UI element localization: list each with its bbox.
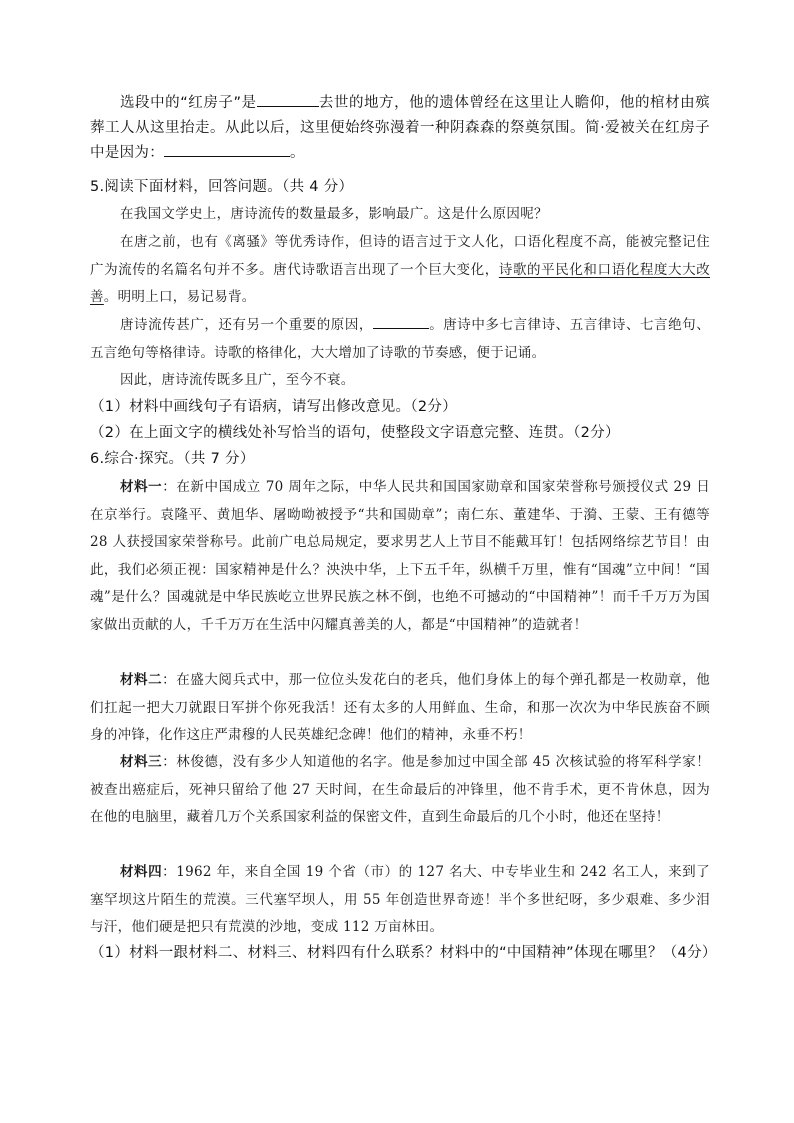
q5-material-para1: 在我国文学史上，唐诗流传的数量最多，影响最广。这是什么原因呢？ bbox=[120, 206, 548, 222]
q6-material-3-label: 材料三 bbox=[120, 754, 163, 770]
q5-material-para4: 因此，唐诗流传既多且广，至今不衰。 bbox=[120, 372, 355, 388]
q5-para2-text-b: 。明明上口，易记易背。 bbox=[103, 289, 256, 305]
q5-para2-underlined-sentence: 诗歌的平民化和口语化程度大大改善 bbox=[90, 261, 711, 305]
q5-sub-question-2: （2）在上面文字的横线处补写恰当的语句，使整段文字语意完整、连贯。（2分） bbox=[90, 425, 620, 441]
q6-material-4 bbox=[90, 859, 710, 942]
q5-title: 5.阅读下面材料，回答问题。（共 4 分） bbox=[90, 179, 354, 195]
passage-intro-part2: 去世的地方，他的遗体曾经在这里让人瞻仰，他的棺材由殡葬工人从这里抬走。从此以后，这里便始终弥漫着一种阴森森的祭奠氛围。简·爱被关在红房子中是因为： bbox=[90, 95, 710, 161]
q5-sub-question-1: （1）材料中画线句子有语病，请写出修改意见。（2分） bbox=[90, 399, 457, 415]
q6-material-3 bbox=[90, 749, 710, 832]
passage-intro-part1: 选段中的“红房子”是 bbox=[120, 95, 257, 111]
passage-intro-part3: 。 bbox=[290, 145, 305, 161]
q6-material-4-label: 材料四 bbox=[120, 864, 163, 880]
q6-material-2-text: ：在盛大阅兵式中，那一位位头发花白的老兵，他们身体上的每个弹孔都是一枚勋章，他们扛起一把大刀就跟日军拼个你死我活！还有太多的人用鲜血、生命，和那一次次为中华民族奋不顾身的冲锋，化作这庄严肃穆的人民英雄纪念碑！他们的精神，永垂不朽！ bbox=[90, 672, 711, 743]
answer-blank-tang-poetry[interactable] bbox=[373, 313, 429, 329]
q6-material-2 bbox=[90, 667, 710, 750]
q5-para3-text-a: 唐诗流传甚广，还有另一个重要的原因， bbox=[120, 317, 373, 333]
q5-para2-text-a: 在唐之前，也有《离骚》等优秀诗作，但诗的语言过于文人化，口语化程度不高，能被完整记住广为流传的名篇名句并不多。唐代诗歌语言出现了一个巨大变化， bbox=[90, 234, 710, 278]
answer-blank-reason[interactable] bbox=[164, 141, 290, 157]
passage-intro-paragraph bbox=[90, 91, 710, 166]
q5-material-para3 bbox=[90, 312, 710, 367]
q5-para3-text-b: 。唐诗中多七言律诗、五言律诗、七言绝句、五言绝句等格律诗。诗歌的格律化，大大增加了诗歌的节奏感，便于记诵。 bbox=[90, 317, 711, 361]
q5-material-para2 bbox=[90, 229, 710, 312]
q6-title: 6.综合·探究。（共 7 分） bbox=[90, 451, 255, 467]
q6-sub-question-1: （1）材料一跟材料二、材料三、材料四有什么联系？材料中的“中国精神”体现在哪里？（4分） bbox=[90, 945, 717, 961]
q6-material-3-text: ：林俊德，没有多少人知道他的名字。他是参加过中国全部 45 次核试验的将军科学家！被查出癌症后，死神只留给了他 27 天时间，在生命最后的冲锋里，他不肯手术，更不肯休息，因为在他的电脑里，藏着几万个关系国家利益的保密文件，直到生命最后的几个小时，他还在坚持！ bbox=[90, 754, 711, 825]
q6-material-2-label: 材料二 bbox=[120, 672, 163, 688]
q6-material-1-label: 材料一 bbox=[120, 479, 163, 495]
q6-material-4-text: ：1962 年，来自全国 19 个省（市）的 127 名大、中专毕业生和 242 名工人，来到了塞罕坝这片陌生的荒漠。三代塞罕坝人，用 55 年创造世界奇迹！半个多世纪呀，多少艰难、多少泪与汗，他们硬是把只有荒漠的沙地，变成 112 万亩林田。 bbox=[90, 864, 710, 935]
answer-blank-red-room[interactable] bbox=[257, 91, 319, 107]
q6-material-1-text: ：在新中国成立 70 周年之际，中华人民共和国国家勋章和国家荣誉称号颁授仪式 29 日在京举行。袁隆平、黄旭华、屠呦呦被授予“共和国勋章”；南仁东、董建华、于漪、王蒙、王有德等 28 人获授国家荣誉称号。此前广电总局规定，要求男艺人上节目不能戴耳钉！包括网络综艺节目！由此，我们必须正视：国家精神是什么？泱泱中华，上下五千年，纵横千万里，惟有“国魂”立中间！“国魂”是什么？国魂就是中华民族屹立世界民族之林不倒，也绝不可撼动的“中国精神”！而千千万万为国家做出贡献的人，千千万万在生活中闪耀真善美的人，都是“中国精神”的造就者！ bbox=[90, 479, 711, 633]
q6-material-1 bbox=[90, 474, 710, 639]
